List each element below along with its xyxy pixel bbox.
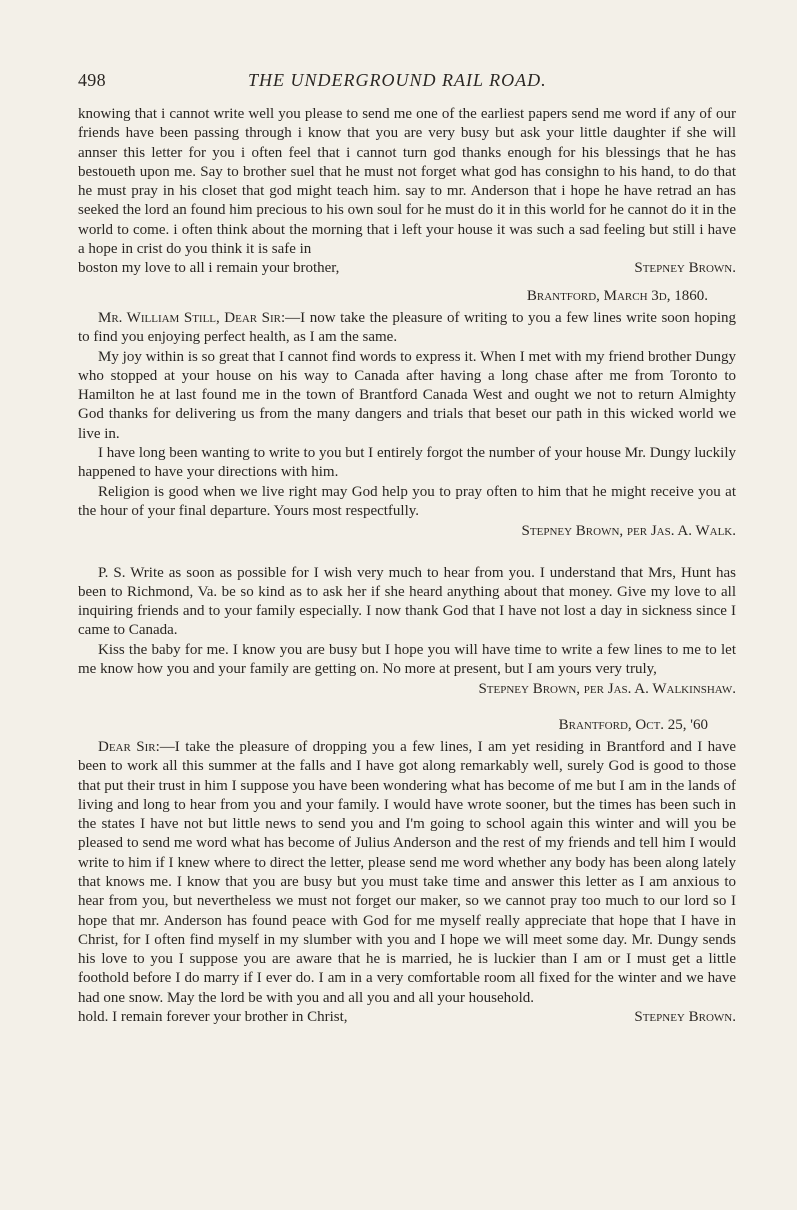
letter-two-signature: Stepney Brown, per Jas. A. Walk. [521,523,736,540]
postscript-paragraph-1: P. S. Write as soon as possible for I wish very much to hear from you. I understand that Mrs, Hunt has been to Richmond, Va. be so kind as to ask her if she heard anything about that money. Give my love to all inquiring friends and to your family especially. I now thank God that I have not lost a day in sickness since I came to Canada. [78,564,736,639]
letter-three-closing-row [78,1008,736,1027]
postscript [78,564,736,700]
letter-three-dateline: Brantford, Oct. 25, '60 [558,716,708,733]
letter-three-body: :—I take the pleasure of dropping you a few lines, I am yet residing in Brantford and I have been to work all this summer at the falls and I have got along remarkably well, surely God is good to those that put their trust in him I suppose you have been wondering what has become of me but I am in the lands of living and long to hear from you and your family. I would have wrote sooner, but the times has been such in the states I have not but little news to send you and I'm going to school again this winter and will you be pleased to send me word what has become of Julius Anderson and the rest of my friends and tell him I would write to him if I knew where to direct the letter, please send me word whether any body has been along lately that knows me. I know that you are busy but you must take time and answer this letter as I am anxious to hear from you, but nevertheless we must not forget our maker, so we cannot pray too much to our lord so I hope that mr. Anderson has found peace with God for me myself really appreciate that hope that I have in Christ, for I often find myself in my slumber with you and I hope we will meet some day. Mr. Dungy sends his love to you I suppose you are aware that he is married, he is luckier than I am or I must get a little foothold before I do marry if I ever do. I am in a very comfortable room all fixed for the winter and we have had one snow. May the lord be with you and all you and all your household. [78,738,736,1006]
letter-three-body-paragraph [78,738,736,1008]
page-header [78,70,736,91]
letter-two-paragraph-1: My joy within is so great that I cannot find words to express it. When I met with my friend brother Dungy who stopped at your house on his way to Canada after having a long chase after me from Toronto to Hamilton he at last found me in the town of Brantford Canada West and ought we not to return Almighty God thanks for delivering us from the many dangers and trials that beset our path in this wicked world we live in. [78,348,736,442]
letter-two-salutation: Mr. William Still, Dear Sir [98,309,282,326]
letter-one-body: knowing that i cannot write well you please to send me one of the earliest papers send me word if any of our friends have been passing through i know that you are very busy but ask your little daughter if she will annser this letter for you i often feel that i cannot turn god thanks enough for his blessings that he has bestoueth upon me. Say to brother suel that he must not forget what god has consighn to his hand, to do that he must pray in his closet that god might teach him. say to mr. Anderson that i hope he have retrad an has seeked the lord an found him precious to his own soul for he must do it in this world for he cannot do it in the world to come. i often think about the morning that i left your house it was such a sad feeling but still i have a hope in crist do you think it is safe in [78,106,736,258]
postscript-paragraph-2: Kiss the baby for me. I know you are busy but I hope you will have time to write a few lines to me to let me know how you and your family are getting on. No more at present, but I am yours very truly, [78,641,736,678]
letter-two-opening-paragraph [78,309,736,348]
letter-two-dateline: Brantford, March 3d, 1860. [526,287,708,304]
letter-three [78,716,736,1028]
letter-one-closing-row [78,259,736,278]
page-number: 498 [78,70,106,90]
letter-one-closing: boston my love to all i remain your brother, [78,260,340,277]
section-gap [78,542,736,564]
letter-two-paragraph-2: I have long been wanting to write to you but I entirely forgot the number of your house Mr. Dungy luckily happened to have your directions with him. [78,445,736,481]
letter-two-opening: :—I now take the pleasure of writing to you a few lines write soon hoping to find you enjoying perfect health, as I am the same. [78,309,736,346]
letter-one-signature: Stepney Brown. [634,260,736,277]
letter-two [78,287,736,542]
letter-three-closing: hold. I remain forever your brother in Christ, [78,1009,348,1026]
letter-two-paragraph-3: Religion is good when we live right may God help you to pray often to him that he might receive you at the hour of your final departure. Yours most respectfully. [78,483,736,519]
section-gap [78,700,736,708]
postscript-signature: Stepney Brown, per Jas. A. Walkinshaw. [478,681,736,698]
letter-one [78,105,736,279]
running-title: THE UNDERGROUND RAIL ROAD. [248,70,547,90]
letter-three-salutation: Dear Sir [98,738,156,755]
book-page [78,70,736,1170]
letter-three-signature: Stepney Brown. [634,1009,736,1026]
page-body [78,105,736,1027]
